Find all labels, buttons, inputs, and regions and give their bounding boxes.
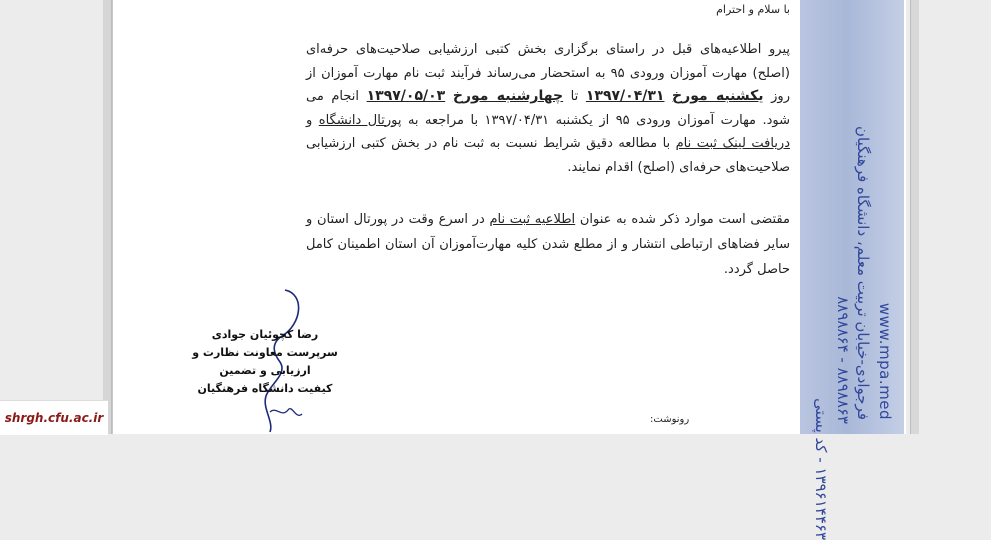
left-frame [0, 0, 112, 434]
greeting: با سلام و احترام [716, 3, 790, 16]
signer-title-1: سرپرست معاونت نظارت و ارزیابی و تضمین [192, 346, 338, 377]
letterhead-side-band [800, 0, 904, 540]
site-watermark: shrgh.cfu.ac.ir [0, 400, 108, 435]
p1-text-1: پیرو اطلاعیه‌های قبل در راستای برگزاری بخش کتبی ارزشیابی صلاحیت‌های حرفه‌ای (اصلح) مهارت آموزان ورودی ۹۵ به استحضار می‌رساند فرآیند ثبت نام مهارت آموزان از روز [306, 42, 790, 104]
announcement-label: اطلاعیه ثبت نام [489, 212, 576, 227]
p1-text-5: با مطالعه دقیق شرایط نسبت به ثبت نام در بخش کتبی ارزشیابی صلاحیت‌های حرفه‌ای (اصلح) اقدام نمایند. [306, 136, 790, 175]
right-frame-strip [910, 0, 919, 434]
p1-text-3: انجام می شود. مهارت آموزان ورودی ۹۵ از یکشنبه ۱۳۹۷/۰۴/۳۱ با مراجعه به [306, 89, 791, 128]
cc-label: رونوشت: [650, 414, 690, 425]
p1-text-4: و [306, 112, 313, 128]
p2-text-2: در اسرع وقت در پورتال استان و سایر فضاهای ارتباطی انتشار و از مطلع شدن کلیه مهارت‌آموزان آن استان اطمینان کامل حاصل گردد. [306, 212, 790, 277]
end-date: ۱۳۹۷/۰۵/۰۳ [366, 88, 446, 104]
paragraph-announcement [306, 207, 790, 282]
end-date-label: چهارشنبه مورخ [452, 88, 564, 104]
start-date: ۱۳۹۷/۰۴/۳۱ [585, 88, 665, 104]
registration-link[interactable]: دریافت لینک ثبت نام [675, 136, 790, 151]
left-frame-strip [103, 0, 112, 434]
signature-block [180, 326, 350, 398]
letterhead-postal-code: ۱۳۹۶۱۴۴۶۳ - کد پستی [812, 398, 830, 540]
start-date-label: یکشنبه مورخ [672, 88, 764, 104]
letterhead-phone: ۸۸۹۸۸۶۳ - ۸۸۹۸۸۶۴ [834, 296, 852, 424]
portal-link[interactable]: پورتال دانشگاه [318, 112, 402, 128]
p1-text-2: تا [570, 89, 579, 104]
signer-name: رضا کچوئیان جوادی [211, 328, 319, 341]
right-frame [906, 0, 991, 434]
letterhead-address: فرجوادی-خیابان تربیت معلم، دانشگاه فرهنگیان [854, 125, 872, 420]
p2-text-1: مقتضی است موارد ذکر شده به عنوان [579, 212, 790, 227]
letterhead-website: www.mpa.med [876, 302, 894, 420]
signer-title-2: کیفیت دانشگاه فرهنگیان [197, 382, 333, 395]
paragraph-registration [306, 38, 790, 179]
